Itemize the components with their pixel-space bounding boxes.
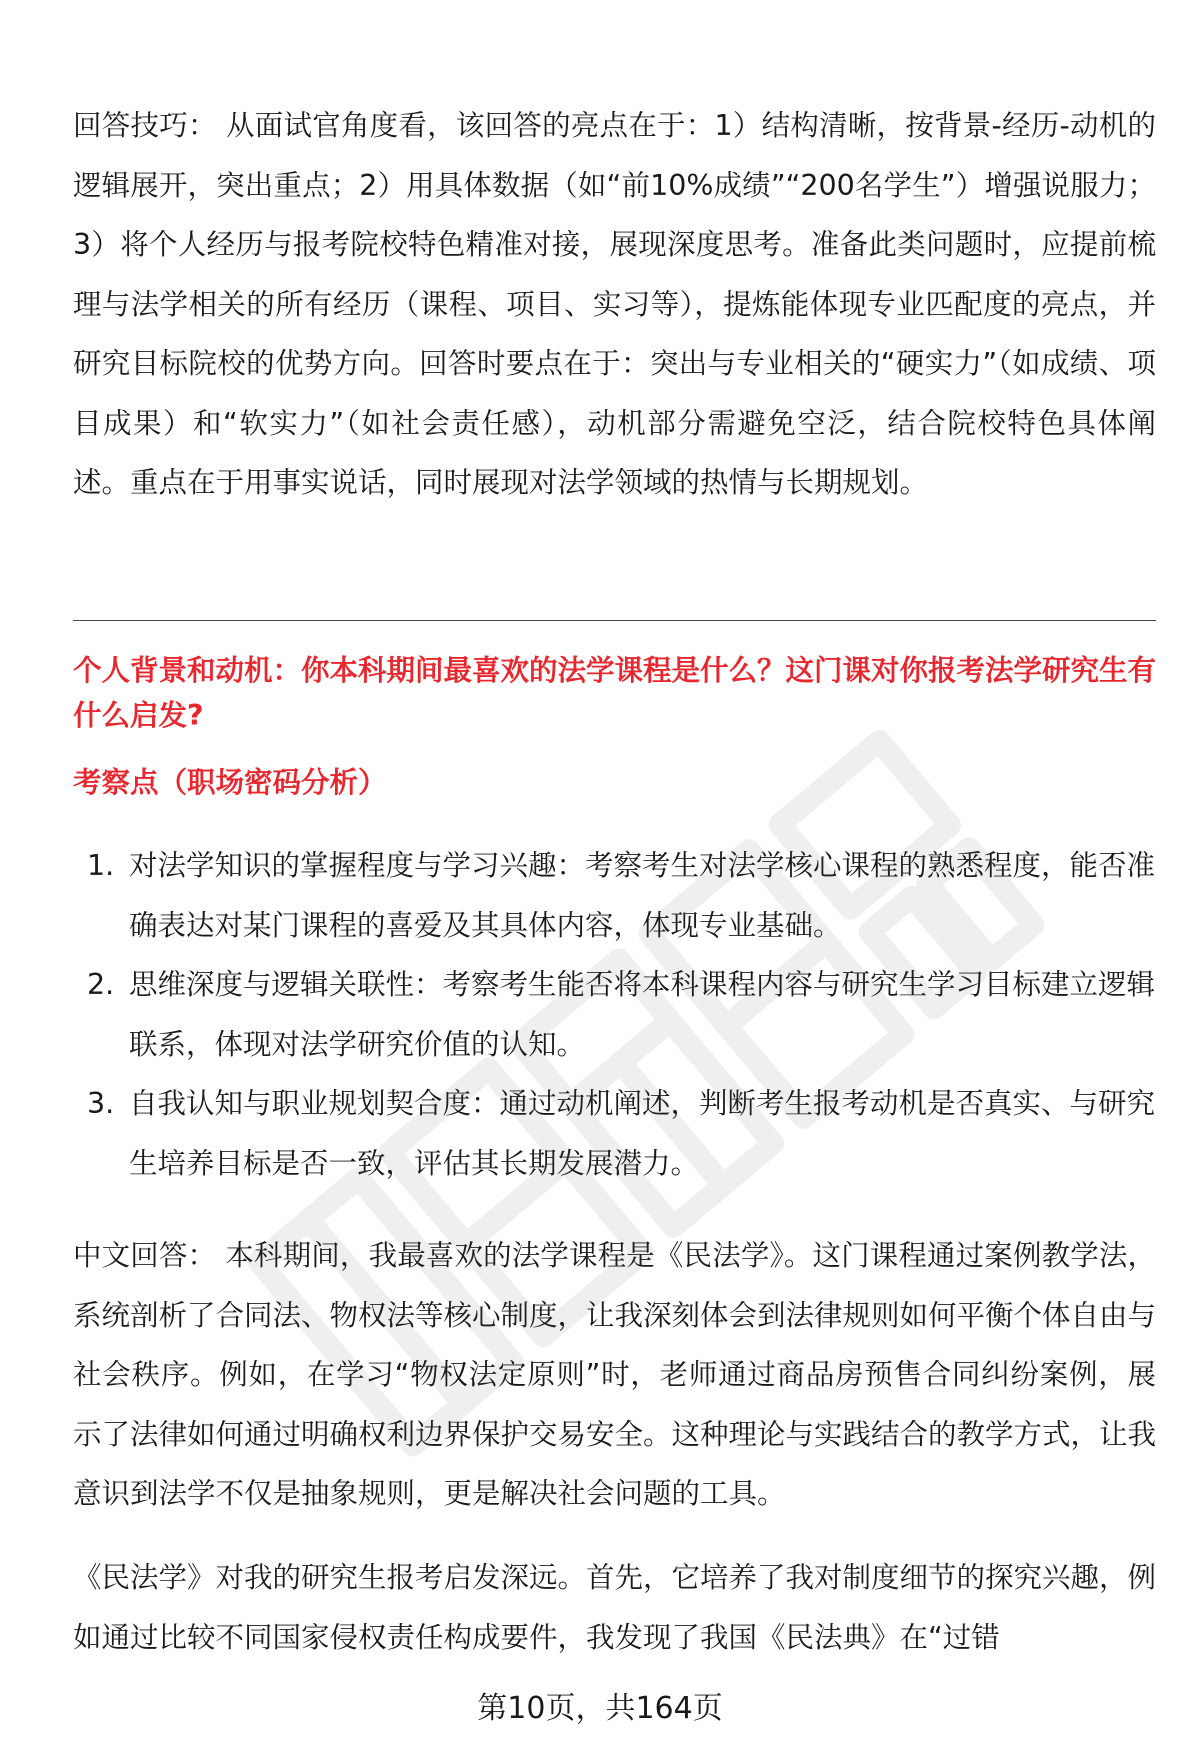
list-item-number: 3. — [87, 1087, 115, 1120]
list-item-text: 思维深度与逻辑关联性：考察考生能否将本科课程内容与研究生学习目标建立逻辑联系，体现对法学研究价值的认知。 — [129, 968, 1156, 1061]
list-item-text: 对法学知识的掌握程度与学习兴趣：考察考生对法学核心课程的熟悉程度，能否准确表达对某门课程的喜爱及其具体内容，体现专业基础。 — [129, 849, 1156, 942]
page-number: 第10页，共164页 — [477, 1691, 723, 1726]
list-item — [73, 836, 1156, 955]
tips-section — [73, 96, 1156, 513]
list-item-number: 2. — [87, 968, 115, 1001]
list-item-text: 自我认知与职业规划契合度：通过动机阐述，判断考生报考动机是否真实、与研究生培养目标是否一致，评估其长期发展潜力。 — [129, 1087, 1156, 1180]
list-item — [73, 955, 1156, 1074]
answer-continued-section — [73, 1548, 1156, 1667]
tips-text: 从面试官角度看，该回答的亮点在于：1）结构清晰，按背景-经历-动机的逻辑展开，突出重点；2）用具体数据（如“前10%成绩”“200名学生”）增强说服力；3）将个人经历与报考院校特色精准对接，展现深度思考。准备此类问题时，应提前梳理与法学相关的所有经历（课程、项目、实习等），提炼能体现专业匹配度的亮点，并研究目标院校的优势方向。回答时要点在于：突出与专业相关的“硬实力”（如成绩、项目成果）和“软实力”（如社会责任感），动机部分需避免空泛，结合院校特色具体阐述。重点在于用事实说话，同时展现对法学领域的热情与长期规划。 — [73, 109, 1156, 499]
answer-label: 中文回答： — [73, 1239, 217, 1272]
list-item-number: 1. — [87, 849, 115, 882]
answer-section — [73, 1226, 1156, 1524]
section-divider — [73, 620, 1156, 621]
answer-text: 本科期间，我最喜欢的法学课程是《民法学》。这门课程通过案例教学法，系统剖析了合同法、物权法等核心制度，让我深刻体会到法律规则如何平衡个体自由与社会秩序。例如，在学习“物权法定原则”时，老师通过商品房预售合同纠纷案例，展示了法律如何通过明确权利边界保护交易安全。这种理论与实践结合的教学方式，让我意识到法学不仅是抽象规则，更是解决社会问题的工具。 — [73, 1239, 1157, 1510]
question-title: 个人背景和动机：你本科期间最喜欢的法学课程是什么？这门课对你报考法学研究生有什么启发? — [73, 654, 1157, 732]
assessment-points-list — [73, 836, 1156, 1193]
tips-paragraph — [73, 96, 1156, 513]
tips-label: 回答技巧： — [73, 109, 217, 142]
list-item — [73, 1074, 1156, 1193]
assessment-points-title: 考察点（职场密码分析） — [73, 766, 387, 799]
answer-paragraph — [73, 1226, 1156, 1524]
answer-paragraph-2: 《民法学》对我的研究生报考启发深远。首先，它培养了我对制度细节的探究兴趣，例如通过比较不同国家侵权责任构成要件，我发现了我国《民法典》在“过错 — [73, 1561, 1157, 1654]
